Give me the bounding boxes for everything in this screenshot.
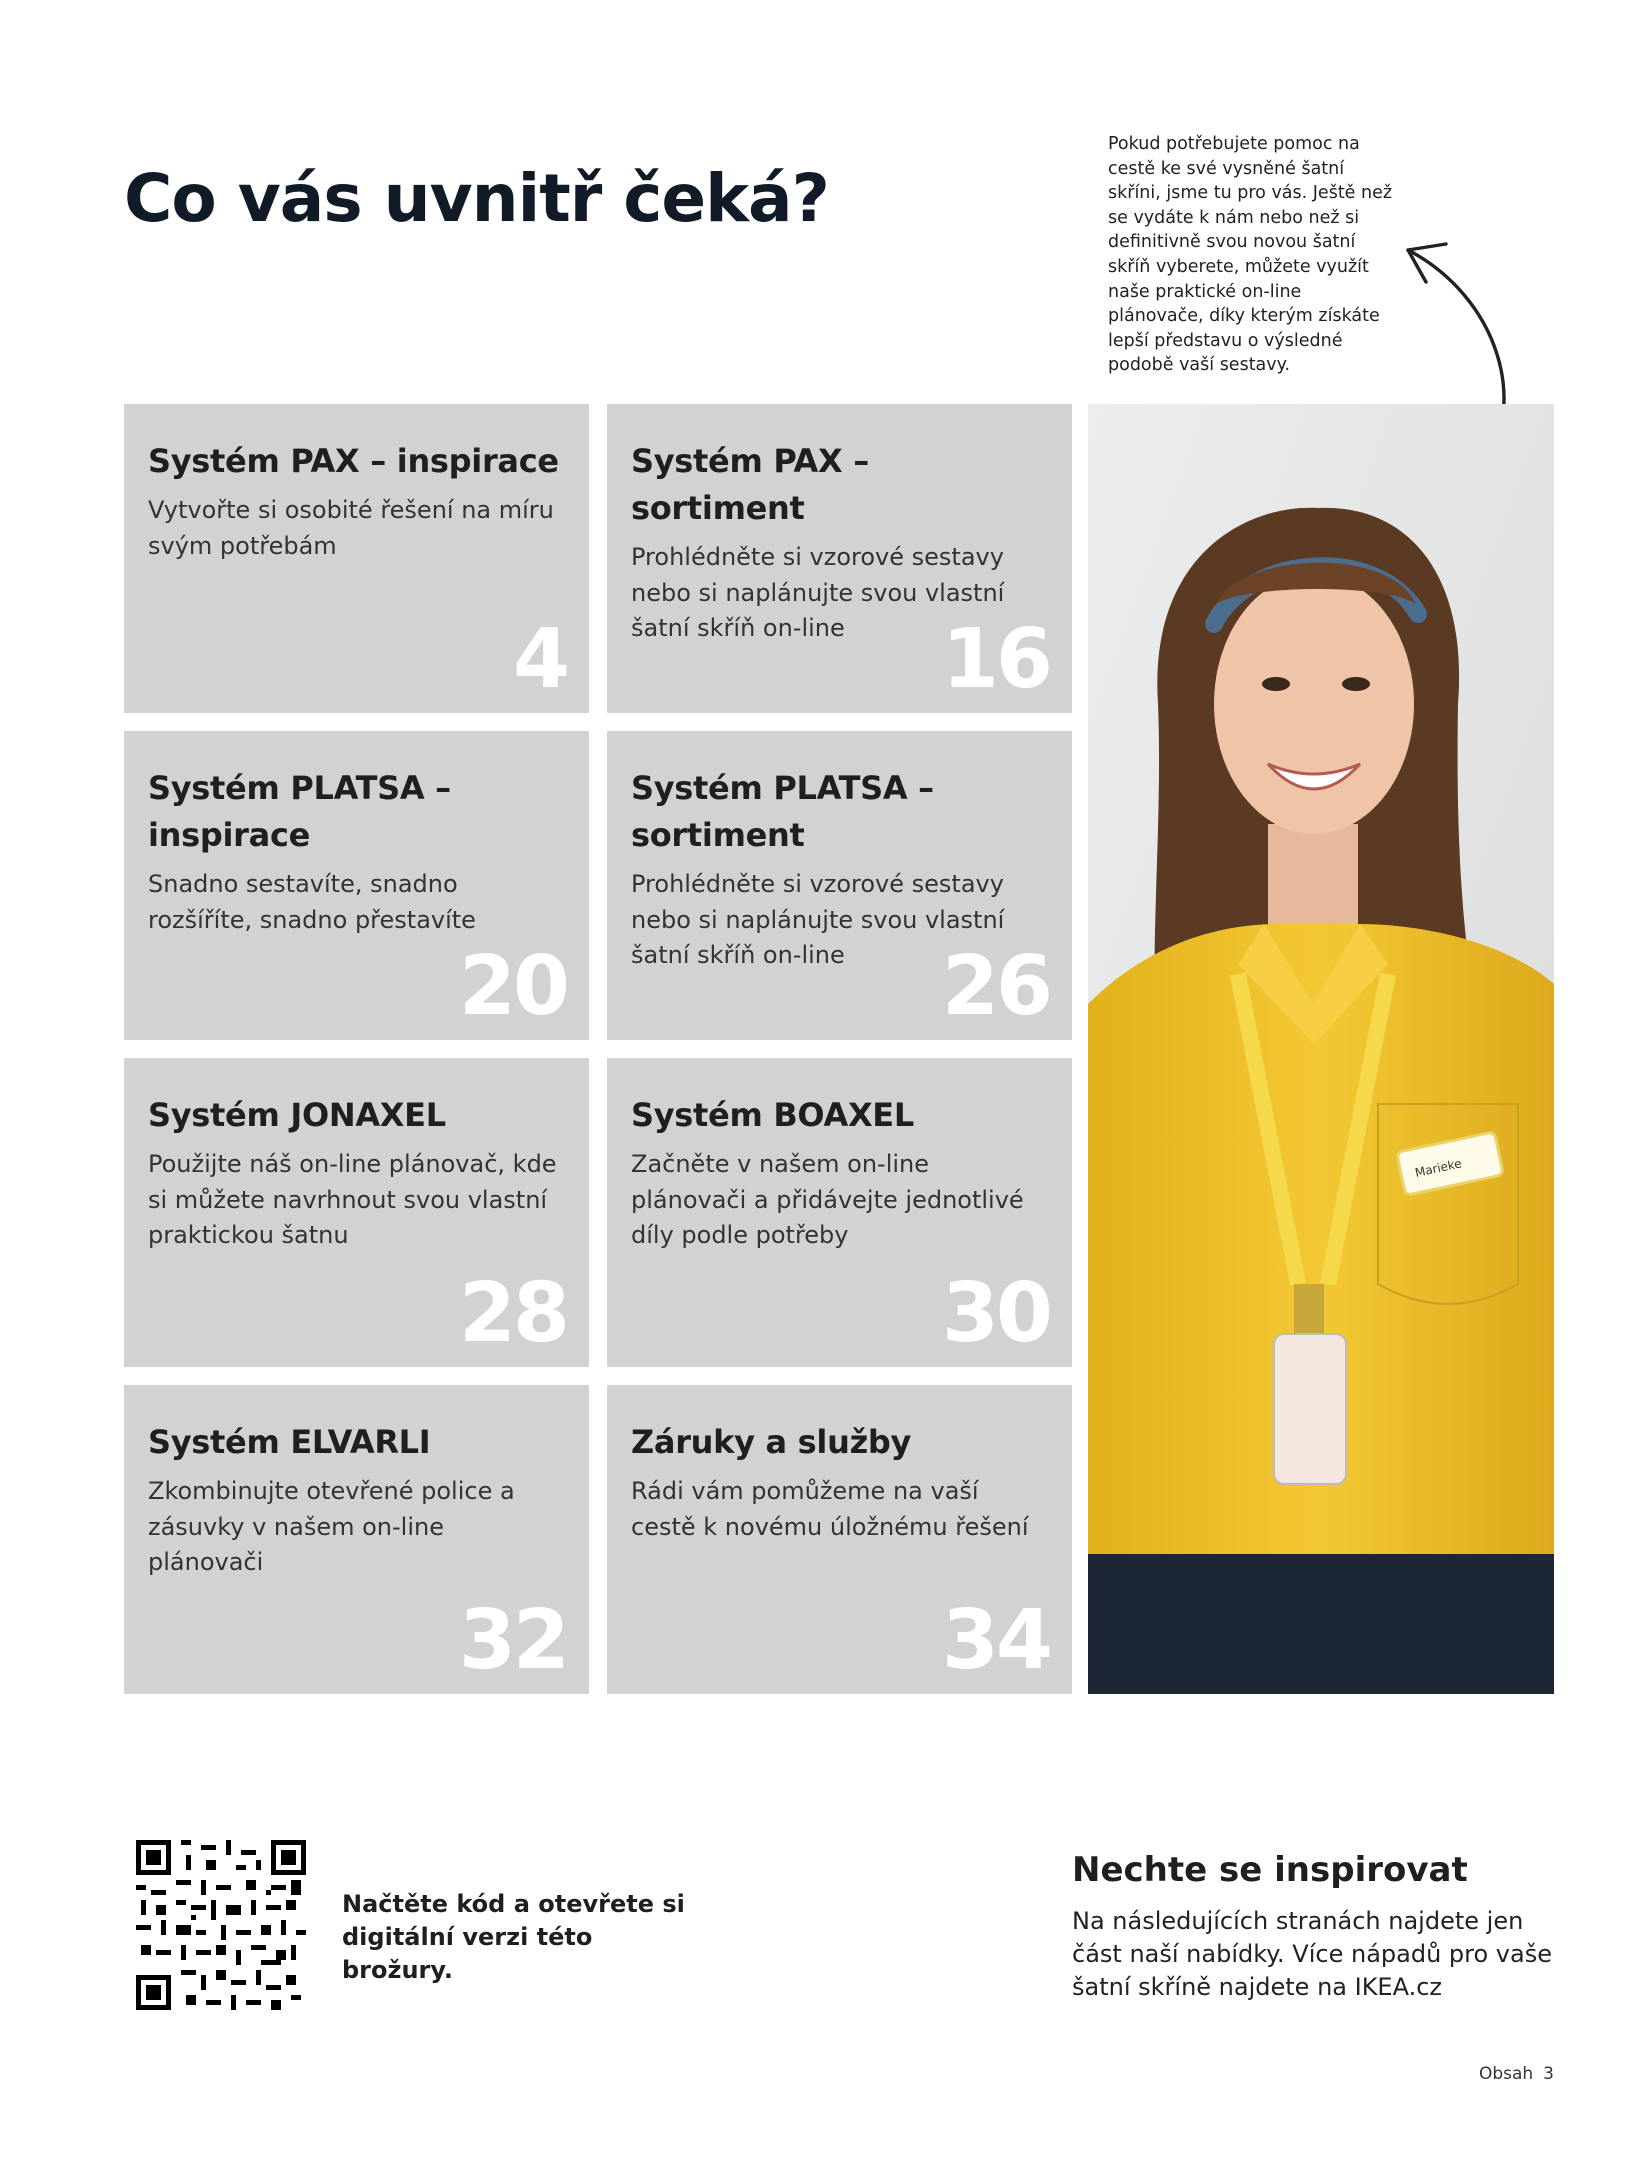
inspire-text: Na následujících stranách najdete jen část naší nabídky. Více nápadů pro vaše šatní skříně najdete na IKEA.cz bbox=[1072, 1907, 1552, 2001]
tile-description: Začněte v našem on-line plánovači a přidávejte jednotlivé díly podle potřeby bbox=[631, 1150, 1024, 1249]
tile-page-number: 4 bbox=[512, 612, 567, 707]
tile-description: Snadno sestavíte, snadno rozšíříte, snadno přestavíte bbox=[148, 870, 476, 934]
tile-page-number: 28 bbox=[458, 1266, 567, 1361]
tile-page-number: 30 bbox=[941, 1266, 1050, 1361]
tile-title: Záruky a služby bbox=[631, 1423, 912, 1461]
tile-description: Zkombinujte otevřené police a zásuvky v našem on-line plánovači bbox=[148, 1477, 515, 1576]
tile-title: Systém PLATSA – inspirace bbox=[148, 769, 451, 854]
tile-page-number: 32 bbox=[458, 1593, 567, 1688]
tile-boaxel[interactable] bbox=[607, 1058, 1072, 1367]
page-footer bbox=[1479, 2064, 1554, 2084]
footer-page-number: 3 bbox=[1543, 2064, 1554, 2084]
tile-description: Prohlédněte si vzorové sestavy nebo si naplánujte svou vlastní šatní skříň on-line bbox=[631, 870, 1005, 969]
tile-title: Systém PLATSA – sortiment bbox=[631, 769, 934, 854]
inspire-title: Nechte se inspirovat bbox=[1072, 1850, 1468, 1890]
tile-zaruky-a-sluzby[interactable] bbox=[607, 1385, 1072, 1694]
tile-jonaxel[interactable] bbox=[124, 1058, 589, 1367]
tile-title: Systém BOAXEL bbox=[631, 1096, 914, 1134]
tile-platsa-inspirace[interactable] bbox=[124, 731, 589, 1040]
page-title: Co vás uvnitř čeká? bbox=[124, 160, 829, 237]
tile-pax-inspirace[interactable] bbox=[124, 404, 589, 713]
tile-description: Rádi vám pomůžeme na vaší cestě k novému úložnému řešení bbox=[631, 1477, 1029, 1541]
tile-page-number: 26 bbox=[941, 939, 1050, 1034]
tile-title: Systém PAX – sortiment bbox=[631, 442, 869, 527]
tile-description: Vytvořte si osobité řešení na míru svým potřebám bbox=[148, 496, 554, 560]
tile-title: Systém ELVARLI bbox=[148, 1423, 431, 1461]
qr-code-icon[interactable] bbox=[136, 1840, 306, 2010]
tile-elvarli[interactable] bbox=[124, 1385, 589, 1694]
footer-section: Obsah bbox=[1478, 2064, 1534, 2084]
staff-photo bbox=[1088, 404, 1554, 1694]
tile-page-number: 16 bbox=[941, 612, 1050, 707]
tile-title: Systém PAX – inspirace bbox=[148, 442, 559, 480]
tile-page-number: 20 bbox=[458, 939, 567, 1034]
help-note: Pokud potřebujete pomoc na cestě ke své vysněné šatní skříni, jsme tu pro vás. Ještě než se vydáte k nám nebo než si definitivně svou novou šatní skříň vyberete, můžete využít naše praktické on-line plánovače, díky kterým získáte lepší představu o výsledné podobě vaší sestavy. bbox=[1108, 134, 1393, 376]
name-tag-text: Marieke bbox=[1413, 1156, 1463, 1180]
tile-page-number: 34 bbox=[941, 1593, 1050, 1688]
qr-caption: Načtěte kód a otevřete si digitální verzi této brožury. bbox=[342, 1890, 685, 1984]
tile-description: Použijte náš on-line plánovač, kde si můžete navrhnout svou vlastní praktickou šatnu bbox=[148, 1150, 557, 1249]
contents-grid bbox=[124, 404, 1072, 1694]
tile-platsa-sortiment[interactable] bbox=[607, 731, 1072, 1040]
tile-title: Systém JONAXEL bbox=[148, 1096, 446, 1134]
tile-description: Prohlédněte si vzorové sestavy nebo si naplánujte svou vlastní šatní skříň on-line bbox=[631, 543, 1005, 642]
tile-pax-sortiment[interactable] bbox=[607, 404, 1072, 713]
